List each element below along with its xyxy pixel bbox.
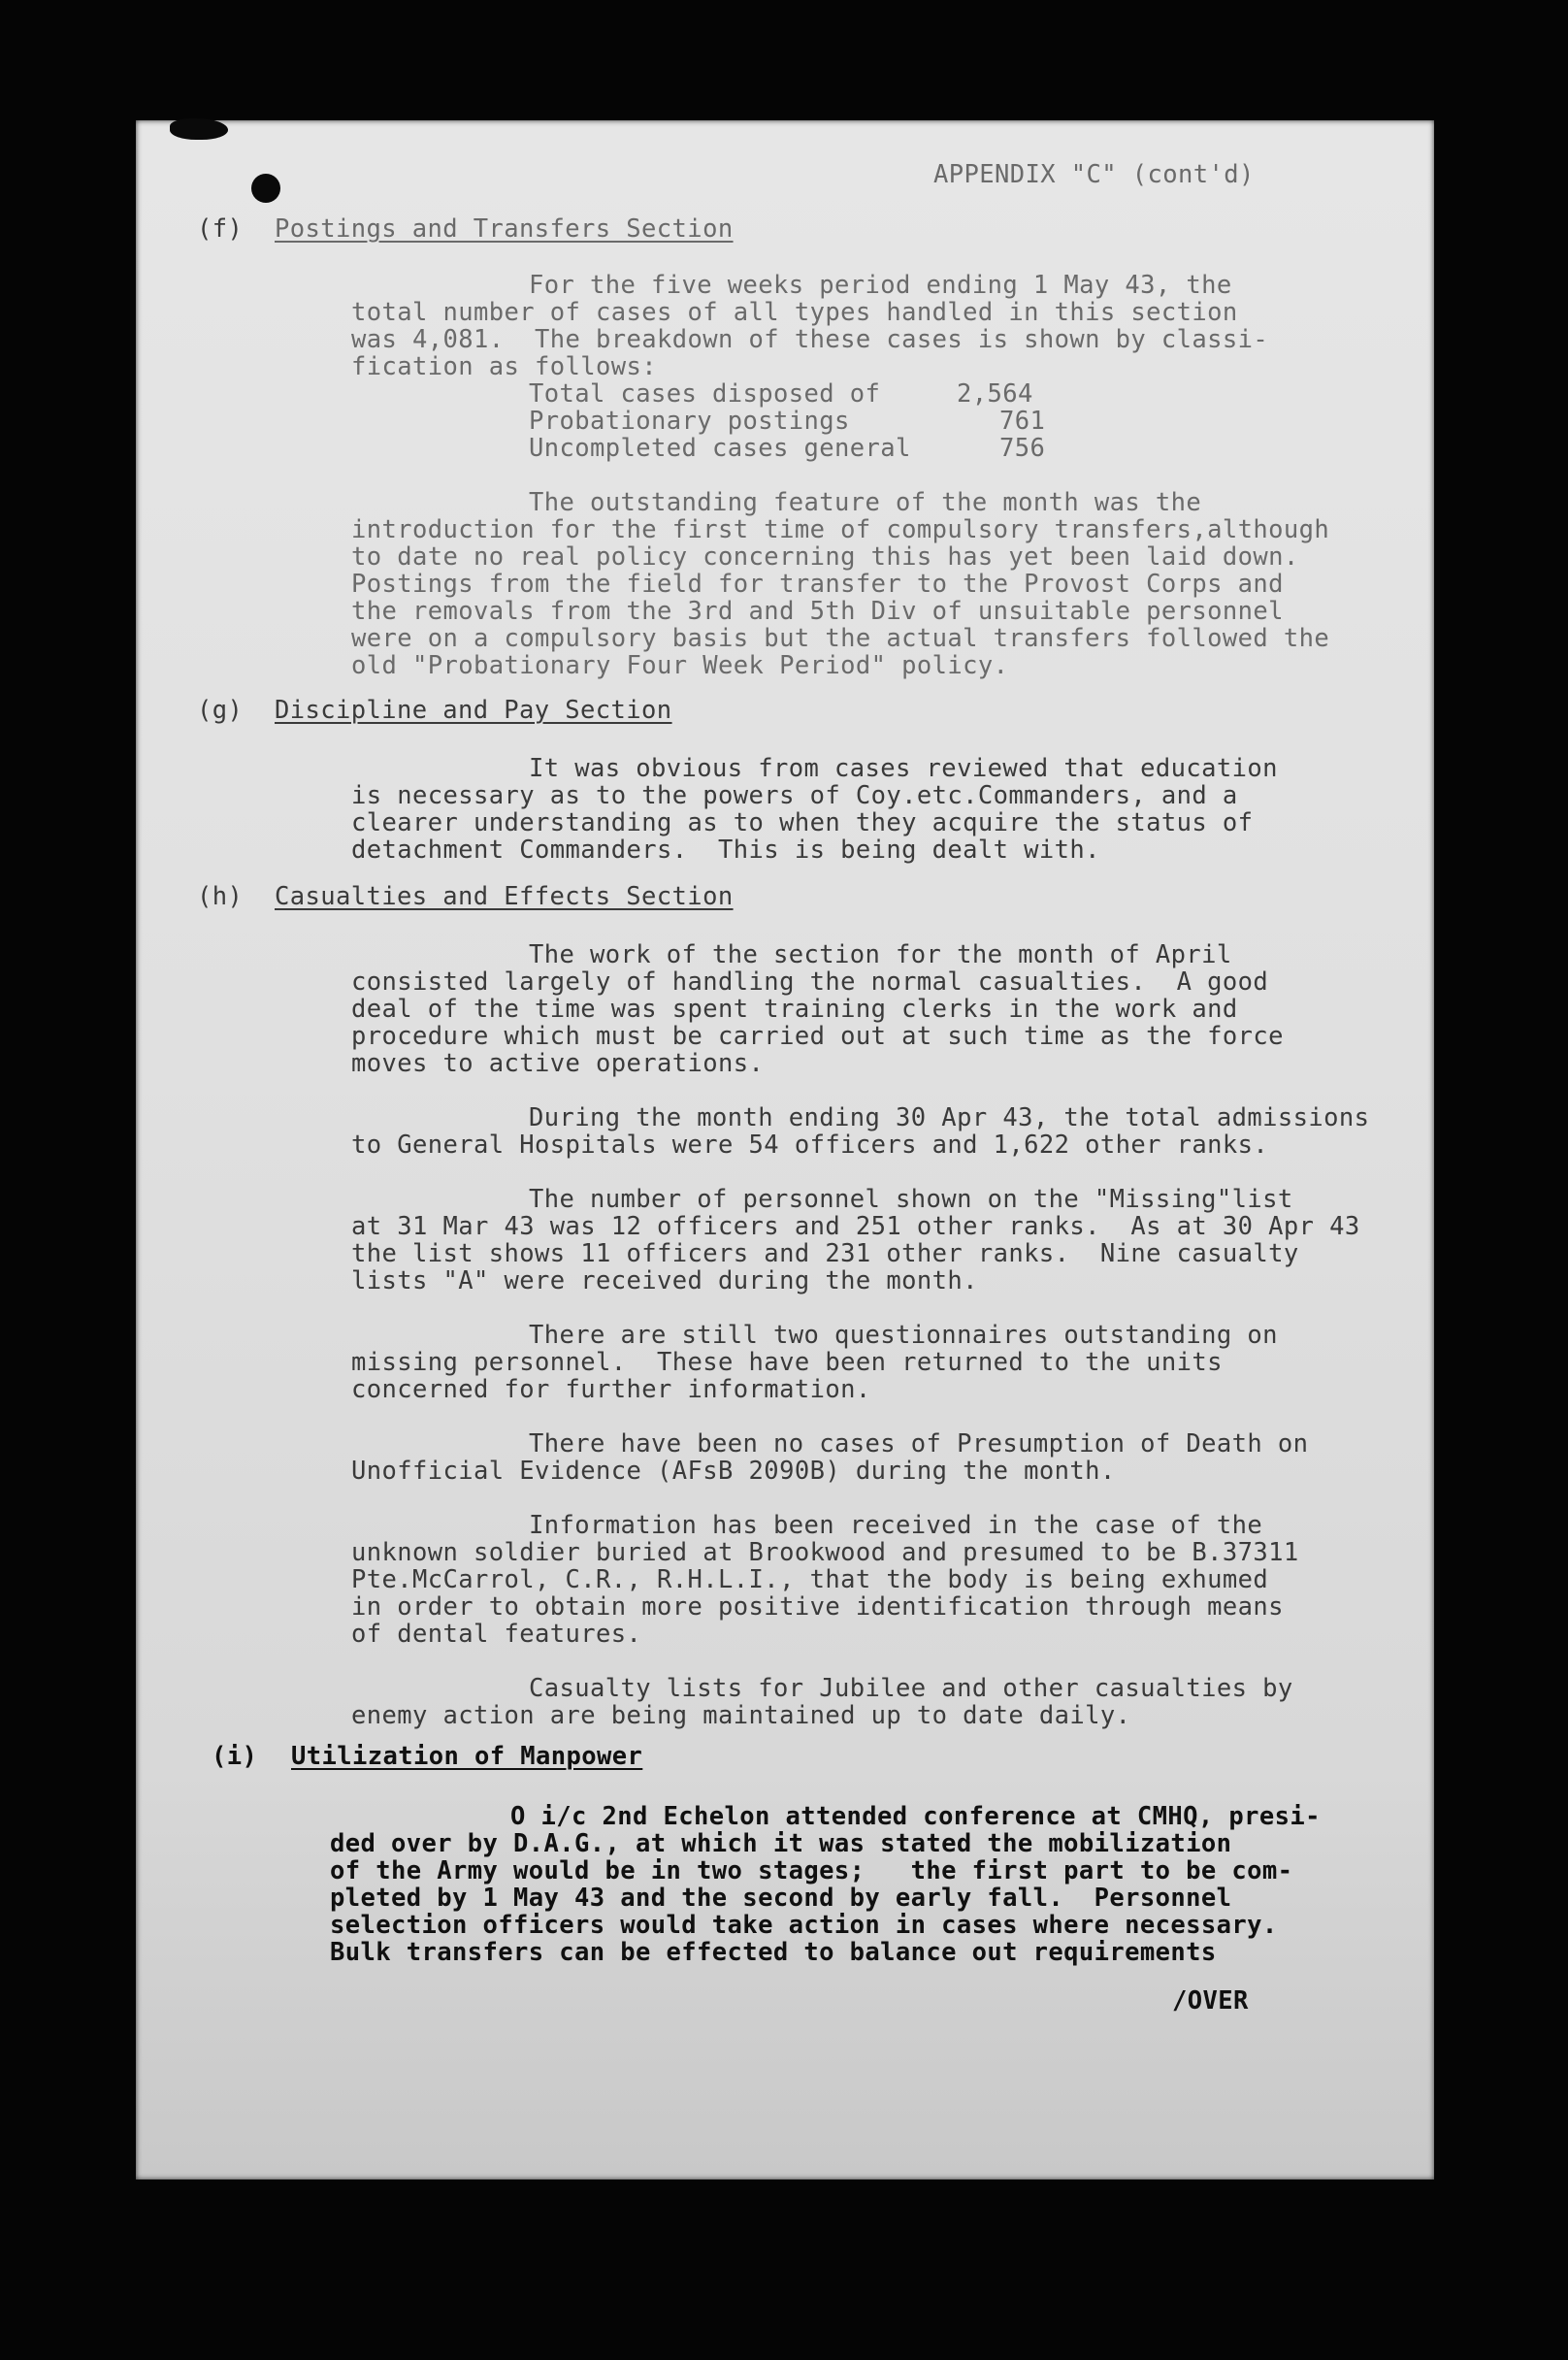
section-f-p1-line: total number of cases of all types handled in this section bbox=[351, 298, 1238, 327]
section-h-p3-line: lists "A" were received during the month. bbox=[351, 1266, 978, 1295]
section-h-p1-line: deal of the time was spent training clerks in the work and bbox=[351, 995, 1238, 1024]
section-g-title: Discipline and Pay Section bbox=[275, 696, 672, 725]
section-h-p7-line: Casualty lists for Jubilee and other casualties by bbox=[529, 1674, 1293, 1703]
section-g-p1-line: detachment Commanders. This is being dealt with. bbox=[351, 836, 1100, 865]
section-g-p1-line: clearer understanding as to when they acquire the status of bbox=[351, 808, 1254, 837]
section-h-p3-line: the list shows 11 officers and 231 other ranks. Nine casualty bbox=[351, 1239, 1299, 1268]
table-row-label: Probationary postings bbox=[529, 407, 850, 436]
section-h-p6-line: unknown soldier buried at Brookwood and presumed to be B.37311 bbox=[351, 1538, 1299, 1567]
section-h-p6-line: Pte.McCarrol, C.R., R.H.L.I., that the body is being exhumed bbox=[351, 1565, 1269, 1594]
section-i-p1-line: of the Army would be in two stages; the first part to be com- bbox=[330, 1856, 1293, 1885]
punch-hole bbox=[251, 174, 280, 203]
section-h-p3-line: at 31 Mar 43 was 12 officers and 251 other ranks. As at 30 Apr 43 bbox=[351, 1212, 1360, 1241]
section-f-letter: (f) bbox=[197, 214, 244, 244]
table-row-value: 756 bbox=[999, 434, 1046, 463]
section-f-p2-line: introduction for the first time of compulsory transfers,although bbox=[351, 515, 1330, 544]
section-f-p1-line: was 4,081. The breakdown of these cases is shown by classi- bbox=[351, 325, 1269, 354]
table-row-label: Uncompleted cases general bbox=[529, 434, 911, 463]
section-h-p5-line: There have been no cases of Presumption of Death on bbox=[529, 1429, 1309, 1459]
section-i-p1-line: selection officers would take action in cases where necessary. bbox=[330, 1911, 1278, 1940]
section-g-letter: (g) bbox=[197, 696, 244, 725]
section-h-p4-line: missing personnel. These have been returned to the units bbox=[351, 1348, 1223, 1377]
section-h-p1-line: The work of the section for the month of April bbox=[529, 940, 1232, 969]
section-i-p1-line: pleted by 1 May 43 and the second by early fall. Personnel bbox=[330, 1884, 1232, 1913]
section-f-p2-line: The outstanding feature of the month was the bbox=[529, 488, 1202, 517]
section-h-p1-line: moves to active operations. bbox=[351, 1049, 765, 1078]
section-f-p1-line: fication as follows: bbox=[351, 352, 658, 381]
section-f-p2-line: the removals from the 3rd and 5th Div of unsuitable personnel bbox=[351, 597, 1284, 626]
appendix-header: APPENDIX "C" (cont'd) bbox=[933, 160, 1255, 189]
section-i-title: Utilization of Manpower bbox=[291, 1742, 643, 1771]
section-h-p2-line: to General Hospitals were 54 officers and 1,622 other ranks. bbox=[351, 1131, 1269, 1160]
section-h-p7-line: enemy action are being maintained up to date daily. bbox=[351, 1701, 1131, 1730]
section-h-p4-line: There are still two questionnaires outstanding on bbox=[529, 1321, 1278, 1350]
section-i-p1-line: Bulk transfers can be effected to balance out requirements bbox=[330, 1938, 1217, 1967]
section-g-p1-line: It was obvious from cases reviewed that education bbox=[529, 754, 1278, 783]
section-f-title: Postings and Transfers Section bbox=[275, 214, 734, 244]
ink-smudge bbox=[170, 118, 228, 140]
section-h-p6-line: of dental features. bbox=[351, 1620, 642, 1649]
section-i-p1-line: ded over by D.A.G., at which it was stated the mobilization bbox=[330, 1829, 1232, 1858]
section-f-p2-line: old "Probationary Four Week Period" policy. bbox=[351, 651, 1009, 680]
section-f-p2-line: to date no real policy concerning this has yet been laid down. bbox=[351, 542, 1299, 572]
table-row-label: Total cases disposed of bbox=[529, 379, 881, 409]
section-h-p2-line: During the month ending 30 Apr 43, the total admissions bbox=[529, 1103, 1370, 1132]
section-g-p1-line: is necessary as to the powers of Coy.etc.Commanders, and a bbox=[351, 781, 1238, 810]
section-f-p2-line: were on a compulsory basis but the actual transfers followed the bbox=[351, 624, 1330, 653]
section-h-letter: (h) bbox=[197, 882, 244, 911]
table-row-value: 761 bbox=[999, 407, 1046, 436]
table-row-value: 2,564 bbox=[957, 379, 1033, 409]
section-h-p3-line: The number of personnel shown on the "Missing"list bbox=[529, 1185, 1293, 1214]
section-h-title: Casualties and Effects Section bbox=[275, 882, 734, 911]
section-i-p1-line: O i/c 2nd Echelon attended conference at CMHQ, presi- bbox=[510, 1802, 1321, 1831]
section-h-p6-line: Information has been received in the case of the bbox=[529, 1511, 1263, 1540]
section-h-p6-line: in order to obtain more positive identification through means bbox=[351, 1592, 1284, 1622]
section-h-p1-line: consisted largely of handling the normal casualties. A good bbox=[351, 967, 1269, 997]
section-h-p4-line: concerned for further information. bbox=[351, 1375, 871, 1404]
section-h-p5-line: Unofficial Evidence (AFsB 2090B) during the month. bbox=[351, 1457, 1116, 1486]
over-marker: /OVER bbox=[1172, 1986, 1249, 2016]
section-f-p1-line: For the five weeks period ending 1 May 43, the bbox=[529, 271, 1232, 300]
section-i-letter: (i) bbox=[212, 1742, 258, 1771]
section-f-p2-line: Postings from the field for transfer to the Provost Corps and bbox=[351, 570, 1284, 599]
section-h-p1-line: procedure which must be carried out at such time as the force bbox=[351, 1022, 1284, 1051]
